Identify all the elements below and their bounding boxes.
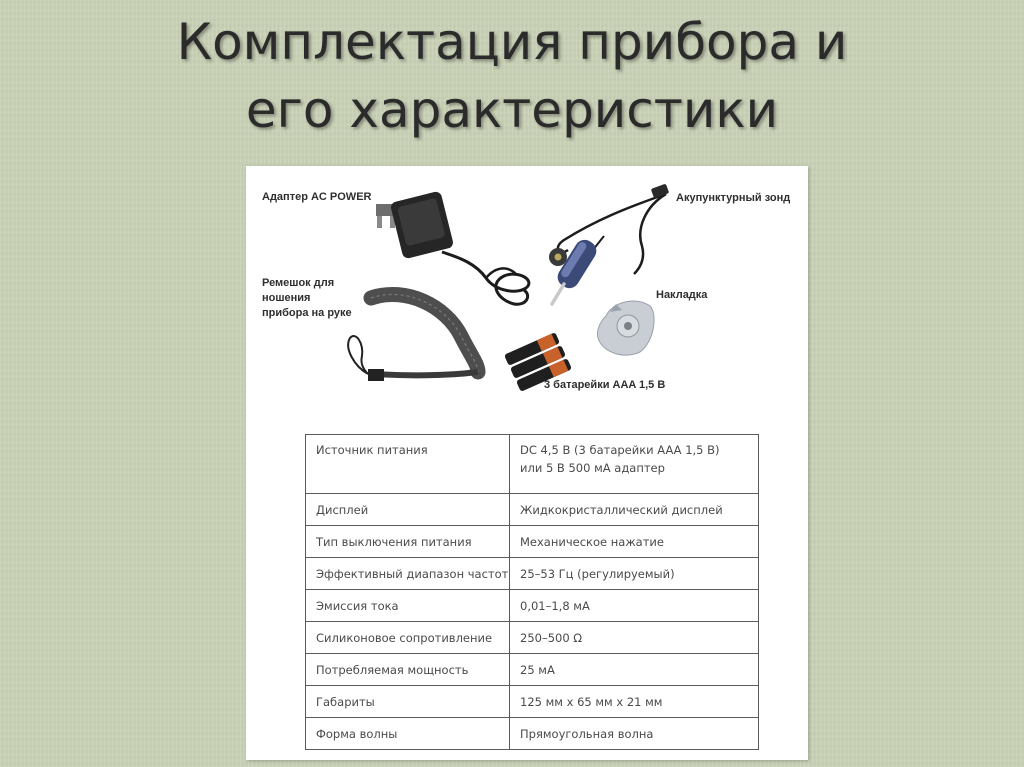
device-kit-panel: [246, 166, 808, 760]
spec-key: Габариты: [306, 686, 510, 718]
batteries-label: 3 батарейки AAA 1,5 В: [544, 379, 666, 391]
spec-key: Форма волны: [306, 718, 510, 750]
strap-label-line-2: прибора на руке: [262, 307, 352, 319]
spec-value-line-2: или 5 В 500 мА адаптер: [520, 461, 665, 475]
spec-value: 250–500 Ω: [510, 622, 759, 654]
table-row: [306, 435, 759, 494]
table-row: [306, 526, 759, 558]
table-row: [306, 686, 759, 718]
spec-key: Тип выключения питания: [306, 526, 510, 558]
strap-label: [262, 276, 372, 321]
spec-value: Прямоугольная волна: [510, 718, 759, 750]
spec-key: Дисплей: [306, 494, 510, 526]
strap-label-line-1: Ремешок для ношения: [262, 277, 335, 304]
spec-key: Силиконовое сопротивление: [306, 622, 510, 654]
electrode-pad-illustration: [597, 301, 654, 355]
pad-label: Накладка: [656, 289, 708, 301]
spec-value: 25 мА: [510, 654, 759, 686]
probe-label: Акупунктурный зонд: [676, 192, 791, 204]
table-row: [306, 590, 759, 622]
spec-key: Эмиссия тока: [306, 590, 510, 622]
spec-value: Механическое нажатие: [510, 526, 759, 558]
table-row: [306, 558, 759, 590]
slide-title: [0, 8, 1024, 144]
spec-table: [305, 434, 759, 750]
table-row: [306, 718, 759, 750]
spec-key: Источник питания: [306, 435, 510, 494]
spec-value: 25–53 Гц (регулируемый): [510, 558, 759, 590]
spec-key: Потребляемая мощность: [306, 654, 510, 686]
spec-value: 125 мм x 65 мм x 21 мм: [510, 686, 759, 718]
table-row: [306, 654, 759, 686]
slide-title-line-2: его характеристики: [245, 81, 779, 139]
slide-title-line-1: Комплектация прибора и: [176, 13, 848, 71]
acupuncture-probe-illustration: [549, 184, 669, 304]
table-row: [306, 494, 759, 526]
spec-value: [510, 435, 759, 494]
spec-value: Жидкокристаллический дисплей: [510, 494, 759, 526]
adapter-label: Адаптер AC POWER: [262, 191, 372, 203]
spec-key: Эффективный диапазон частот: [306, 558, 510, 590]
table-row: [306, 622, 759, 654]
spec-value-line-1: DC 4,5 В (3 батарейки AAA 1,5 В): [520, 443, 720, 457]
spec-value: 0,01–1,8 мА: [510, 590, 759, 622]
